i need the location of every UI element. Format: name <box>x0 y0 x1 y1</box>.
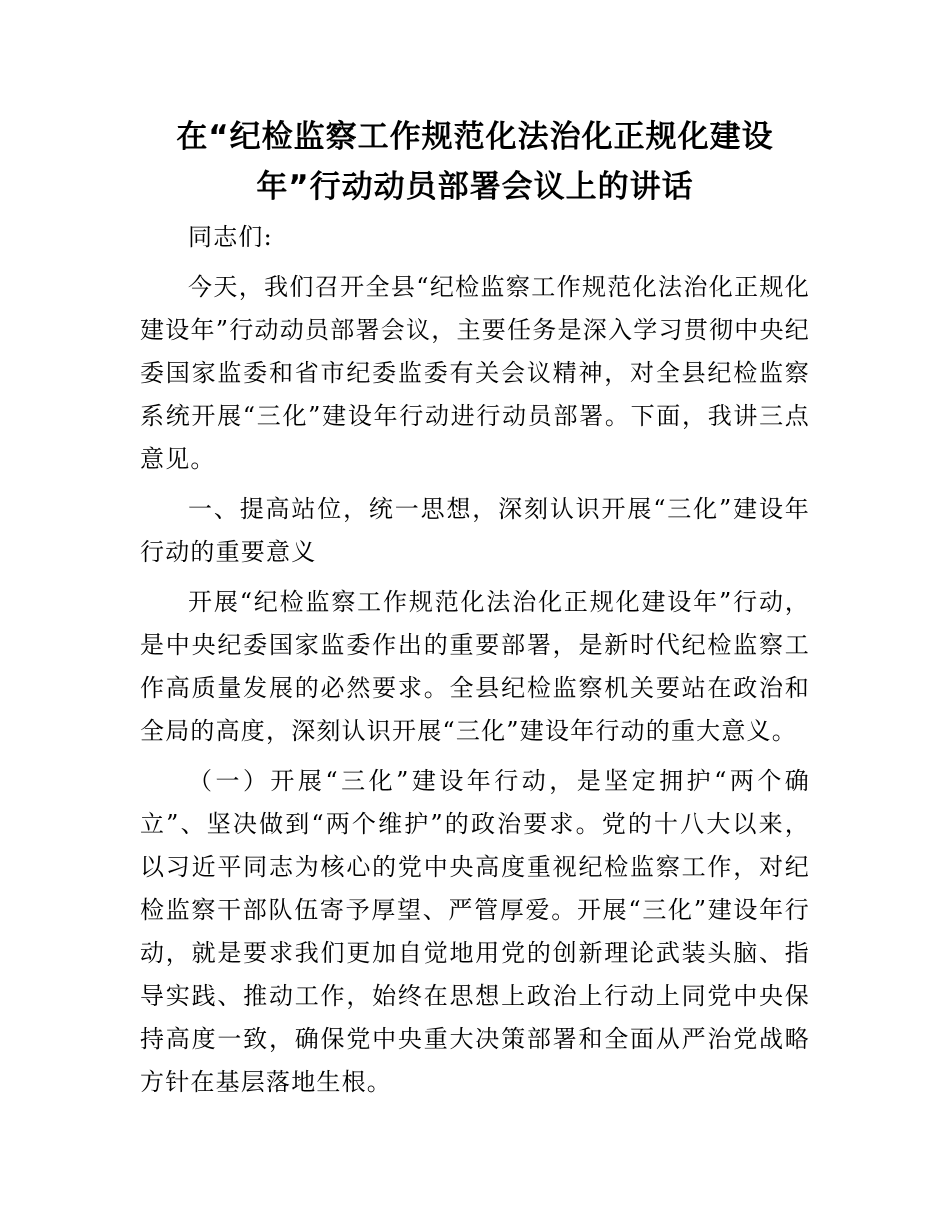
title-line-2: 年”行动动员部署会议上的讲话 <box>256 169 694 205</box>
document-title <box>140 112 810 212</box>
paragraph-subsection-1: （一）开展“三化”建设年行动，是坚定拥护“两个确立”、坚决做到“两个维护”的政治要求。党的十八大以来，以习近平同志为核心的党中央高度重视纪检监察工作，对纪检监察干部队伍寄予厚望、严管厚爱。开展“三化”建设年行动，就是要求我们更加自觉地用党的创新理论武装头脑、指导实践、推动工作，始终在思想上政治上行动上同党中央保持高度一致，确保党中央重大决策部署和全面从严治党战略方针在基层落地生根。 <box>140 767 810 1096</box>
section-heading-1: 一、提高站位，统一思想，深刻认识开展“三化”建设年行动的重要意义 <box>140 495 810 566</box>
document-body <box>140 216 810 1111</box>
paragraph-intro: 今天，我们召开全县“纪检监察工作规范化法治化正规化建设年”行动动员部署会议，主要任务是深入学习贯彻中央纪委国家监委和省市纪委监委有关会议精神，对全县纪检监察系统开展“三化”建设年行动进行动员部署。下面，我讲三点意见。 <box>140 273 810 473</box>
title-line-1: 在“纪检监察工作规范化法治化正规化建设 <box>176 119 774 155</box>
paragraph-section-1: 开展“纪检监察工作规范化法治化正规化建设年”行动，是中央纪委国家监委作出的重要部署，是新时代纪检监察工作高质量发展的必然要求。全县纪检监察机关要站在政治和全局的高度，深刻认识开展“三化”建设年行动的重大意义。 <box>140 588 810 745</box>
greeting: 同志们: <box>188 223 273 251</box>
